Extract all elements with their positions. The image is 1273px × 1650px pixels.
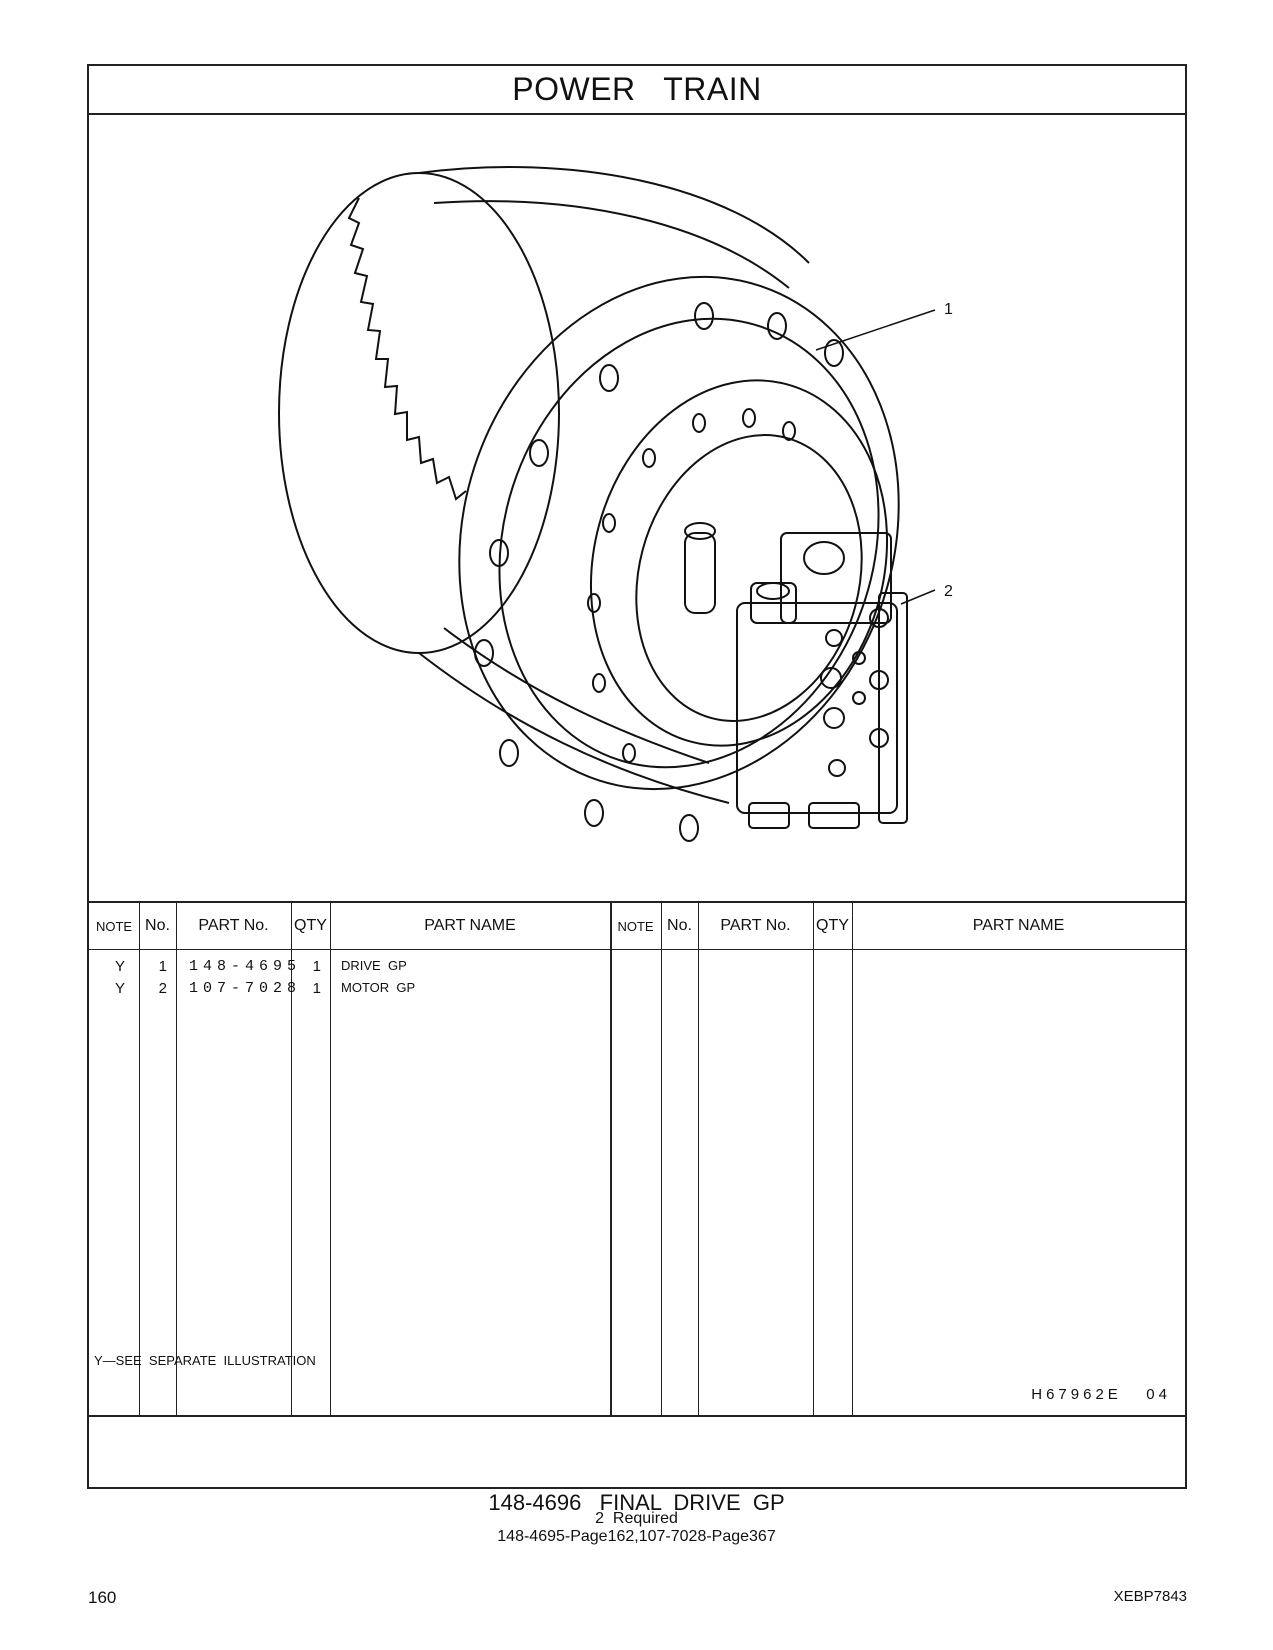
header-qty-right: QTY: [816, 917, 849, 934]
rear-housing-outline: [279, 173, 559, 653]
parts-list-table: [89, 901, 1185, 1417]
caption-required: 2 Required: [595, 1510, 678, 1527]
final-drive-drawing: [89, 113, 1185, 901]
drum-bottom-line: [419, 653, 729, 803]
row-1-part-name: DRIVE GP: [341, 958, 407, 973]
header-qty-left: QTY: [294, 917, 327, 934]
row-1-note: Y: [114, 958, 125, 975]
row-1-part-number: 148-4695: [189, 958, 302, 975]
caption-title: 148-4696 FINAL DRIVE GP: [488, 1490, 785, 1515]
row-2-part-name: MOTOR GP: [341, 980, 416, 995]
motor-body: [737, 603, 897, 813]
header-note-right: NOTE: [617, 918, 654, 934]
relief-plug: [685, 533, 715, 613]
header-no-right: No.: [667, 917, 692, 934]
callout-1-leader: [816, 310, 935, 350]
header-note-left: NOTE: [95, 918, 133, 934]
row-2-qty: 1: [312, 980, 321, 997]
callout-2-label: 2: [944, 583, 953, 600]
callout-1-label: 1: [944, 301, 953, 318]
row-2-part-number: 107-7028: [189, 980, 302, 997]
drawing-code: H67962E 04: [1031, 1386, 1171, 1403]
valve-block-side: [879, 593, 907, 823]
drum-top-line: [419, 167, 809, 263]
final-drive-illustration: [89, 113, 1185, 901]
document-id: XEBP7843: [1113, 1588, 1187, 1605]
row-2-number: 2: [158, 980, 167, 997]
parts-page-frame: [87, 64, 1187, 1489]
page-number: 160: [88, 1588, 117, 1607]
header-part-name-right: PART NAME: [972, 917, 1065, 934]
ring-gear-teeth: [349, 198, 466, 499]
header-part-name-left: PART NAME: [424, 917, 516, 934]
hub-ring: [551, 347, 927, 779]
row-1-number: 1: [158, 958, 167, 975]
header-part-no-left: PART No.: [198, 917, 269, 934]
section-title: POWER TRAIN: [89, 66, 1185, 115]
header-part-no-right: PART No.: [720, 917, 791, 934]
footnote: Y—SEE SEPARATE ILLUSTRATION: [94, 1353, 316, 1368]
header-no-left: No.: [145, 917, 170, 934]
row-1-qty: 1: [312, 958, 321, 975]
caption-page-refs: 148-4695-Page162,107-7028-Page367: [497, 1528, 776, 1545]
row-2-note: Y: [114, 980, 125, 997]
